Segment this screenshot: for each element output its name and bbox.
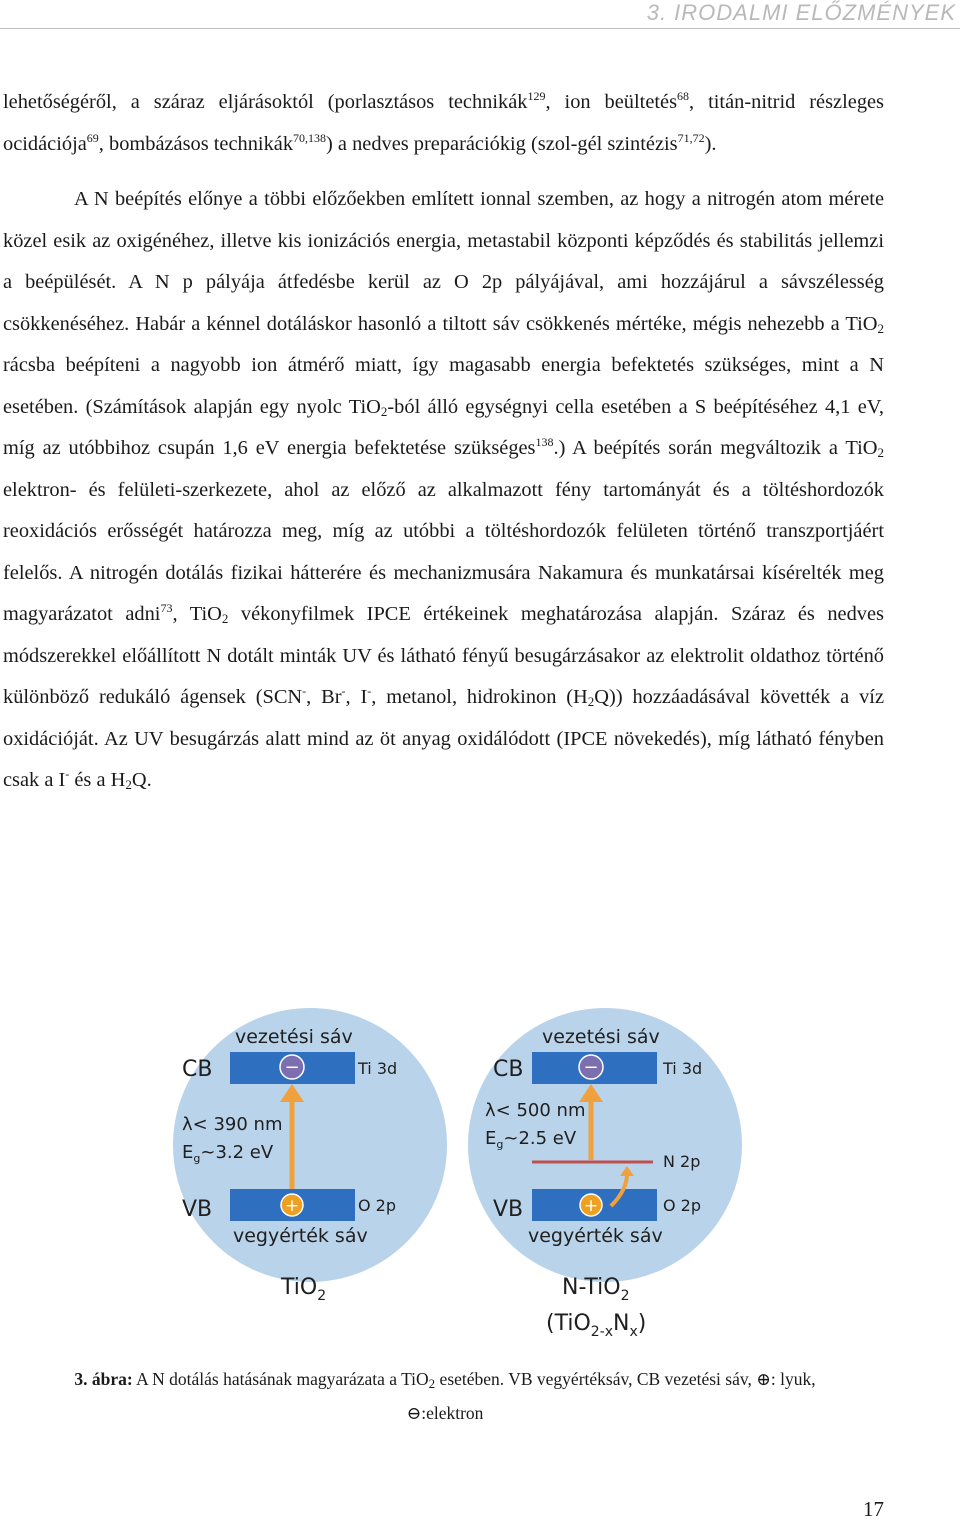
caption-line-1: 3. ábra: A N dotálás hatásának magyarázata a TiO$_2$ esetében. VB vegyértéksáv, CB vezetési sáv, ⊕: lyuk, bbox=[74, 1369, 816, 1391]
minus-sign: − bbox=[583, 1057, 599, 1078]
vb-title: vegyérték sáv bbox=[233, 1225, 368, 1247]
tio2-band-panel bbox=[170, 1005, 450, 1285]
citation: 129 bbox=[527, 89, 546, 103]
vb-orbital: O 2p bbox=[358, 1196, 397, 1215]
cb-label: CB bbox=[182, 1057, 213, 1082]
running-header bbox=[0, 0, 960, 30]
band-gap-label: $E_g\sim 3.2$ eV bbox=[182, 1142, 274, 1165]
wavelength-label: λ< 500 nm bbox=[485, 1100, 586, 1121]
band-diagram-figure bbox=[165, 990, 885, 1350]
plus-sign: + bbox=[583, 1196, 599, 1216]
citation: 69 bbox=[86, 130, 99, 145]
paragraph-1: lehetőségéről, a száraz eljárásoktól (porlasztásos technikák$^{129}$, ion beültetés$^{68}$, titán-nitrid részleges ocidációja$^{69}$, bombázásos technikák$^{70,138}$) a nedves preparációkig (szol-gél szintézis$^{71,72}$). bbox=[3, 89, 884, 155]
vb-orbital: O 2p bbox=[663, 1196, 702, 1215]
vb-title: vegyérték sáv bbox=[528, 1225, 663, 1247]
body-text bbox=[3, 82, 884, 802]
caption-line-2: ⊖:elektron bbox=[406, 1403, 484, 1423]
band-gap-label: $E_g\sim 2.5$ eV bbox=[485, 1128, 577, 1151]
n2p-label: N 2p bbox=[663, 1152, 701, 1171]
wavelength-label: λ< 390 nm bbox=[182, 1114, 283, 1135]
running-title: 3. IRODALMI ELŐZMÉNYEK bbox=[646, 0, 956, 25]
vb-label: VB bbox=[182, 1197, 213, 1222]
citation: 73 bbox=[160, 601, 173, 615]
cb-title: vezetési sáv bbox=[542, 1026, 660, 1048]
cb-orbital: Ti 3d bbox=[358, 1059, 398, 1078]
minus-sign: − bbox=[284, 1057, 300, 1078]
citation: 71,72 bbox=[677, 130, 705, 145]
vb-label: VB bbox=[493, 1197, 524, 1222]
cb-orbital: Ti 3d bbox=[663, 1059, 703, 1078]
page-number: 17 bbox=[863, 1497, 884, 1521]
citation: 70,138 bbox=[293, 130, 327, 145]
tio2-name: TiO$_2$ bbox=[281, 1275, 327, 1304]
figure-caption bbox=[0, 1362, 890, 1430]
header-rule bbox=[0, 28, 960, 29]
n-tio2-formula: $(TiO_{2-x}N_x)$ bbox=[546, 1311, 647, 1340]
n-tio2-band-panel bbox=[465, 1005, 745, 1285]
paragraph-2: A N beépítés előnye a többi előzőekben említett ionnal szemben, az hogy a nitrogén atom mérete közel esik az oxigénéhez, illetve kis ionizációs energia, metastabil központi képződés és stabilitás jellemzi a beépülését. A N p pályája átfedésbe kerül az O 2p pályájával, ami hozzájárul a sávszélesség csökkenéséhez. Habár a kénnel dotáláskor hasonló a tiltott sáv csökkenés mértéke, mégis nehezebb a TiO$_2$ rácsba beépíteni a nagyobb ion átmérő miatt, így magasabb energia befektetés szükséges, mint a N esetében. (Számítások alapján egy nyolc TiO$_2$-ból álló egységnyi cella esetében a S beépítéséhez 4,1 eV, míg az utóbbihoz csupán 1,6 eV energia befektetése szükséges$^{138}$.) A beépítés során megváltozik a TiO$_2$ elektron- és felületi-szerkezete, ahol az előző az alkalmazott fény tartományát és a töltéshordozók reoxidációs erősségét határozza meg, míg az utóbbi a töltéshordozók felületen történő transzportjáért felelős. A nitrogén dotálás fizikai hátterére és mechanizmusára Nakamura és munkatársai kísérelték meg magyarázatot adni$^{73}$, TiO$_2$ vékonyfilmek IPCE értékeinek meghatározása alapján. Száraz és nedves módszerekkel előállított N dotált minták UV és látható fényű besugárzásakor az elektrolit oldathoz történő különböző redukáló ágensek (SCN-, Br-, I-, metanol, hidrokinon $(H_2Q)$) hozzáadásával követték a víz oxidációját. Az UV besugárzás alatt mind az öt anyag oxidálódott (IPCE növekedés), míg látható fényben csak a I- és a $H_2Q$. bbox=[3, 188, 884, 792]
cb-label: CB bbox=[493, 1057, 524, 1082]
n-tio2-name: N-TiO$_2$ bbox=[562, 1275, 630, 1304]
citation: 68 bbox=[677, 89, 690, 103]
cb-title: vezetési sáv bbox=[235, 1026, 353, 1048]
caption-label: 3. ábra: bbox=[74, 1369, 133, 1389]
citation: 138 bbox=[535, 435, 554, 449]
plus-sign: + bbox=[284, 1196, 300, 1216]
